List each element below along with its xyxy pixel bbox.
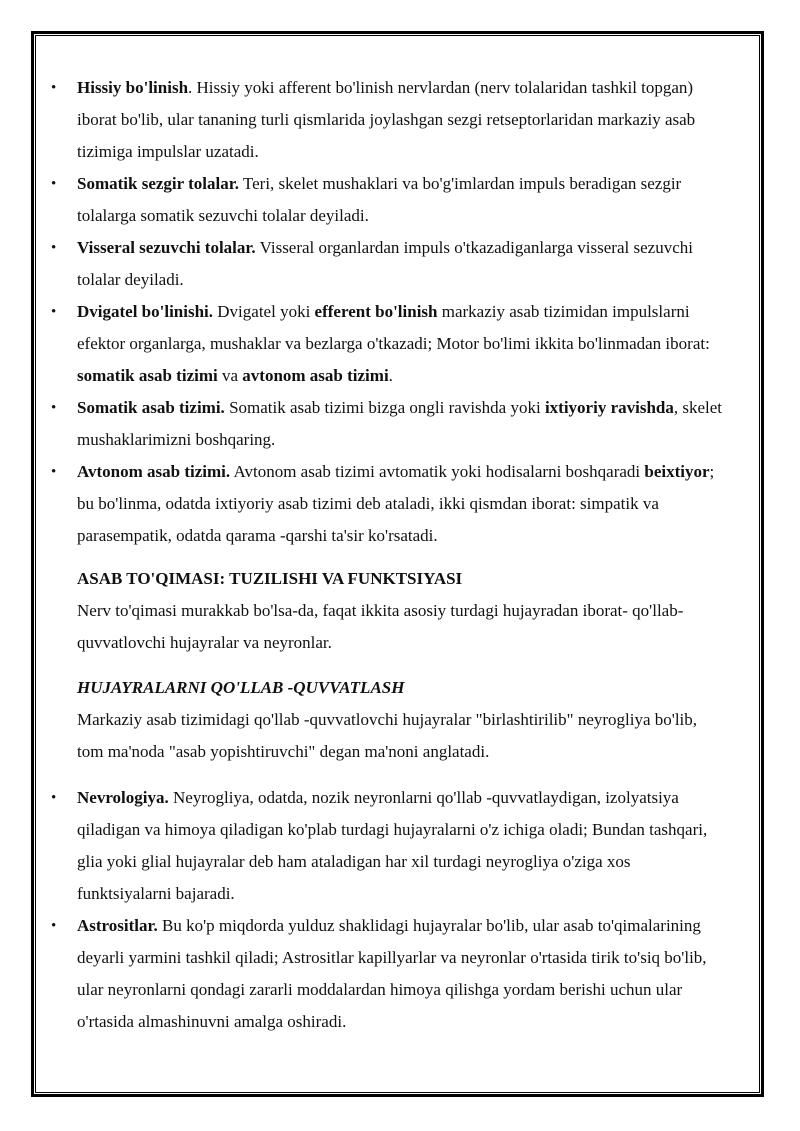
- bullet-list-divisions: [77, 72, 727, 552]
- paragraph: Nerv to'qimasi murakkab bo'lsa-da, faqat ikkita asosiy turdagi hujayradan iborat- qo'llab-quvvatlovchi hujayralar va neyronlar.: [77, 601, 684, 652]
- term: Nevrologiya.: [77, 788, 169, 807]
- term: Somatik sezgir tolalar.: [77, 174, 239, 193]
- list-item: • Visseral sezuvchi tolalar. Visseral organlardan impuls o'tkazadiganlarga visseral sezuvchi tolalar deyiladi.: [77, 232, 727, 296]
- list-item: • Somatik asab tizimi. Somatik asab tizimi bizga ongli ravishda yoki ixtiyoriy ravishda, skelet mushaklarimizni boshqaring.: [77, 392, 727, 456]
- bullet-list-glia: [77, 782, 727, 1038]
- paragraph: Markaziy asab tizimidagi qo'llab -quvvatlovchi hujayralar "birlashtirilib" neyrogliya bo'lib, tom ma'noda "asab yopishtiruvchi" degan ma'noni anglatadi.: [77, 710, 698, 761]
- list-item: • Avtonom asab tizimi. Avtonom asab tizimi avtomatik yoki hodisalarni boshqaradi beixtiyor; bu bo'linma, odatda ixtiyoriy asab tizimi deb ataladi, ikki qismdan iborat: simpatik va parasempatik, odatda qarama -qarshi ta'sir ko'rsatadi.: [77, 456, 727, 552]
- list-item: • Hissiy bo'linish. Hissiy yoki afferent bo'linish nervlardan (nerv tolalaridan tashkil topgan) iborat bo'lib, ular tananing turli qismlarida joylashgan sezgi retseptorlaridan markaziy asab tizimiga impulslar uzatadi.: [77, 72, 727, 168]
- term: Avtonom asab tizimi.: [77, 462, 231, 481]
- term: Astrositlar.: [77, 916, 158, 935]
- list-item: • Astrositlar. Bu ko'p miqdorda yulduz shaklidagi hujayralar bo'lib, ular asab to'qimalarining deyarli yarmini tashkil qiladi; Astrositlar kapillyarlar va neyronlar o'rtasida tirik to'siq bo'lib, ular neyronlarni qondagi zararli moddalardan himoya qilishga yordam berishi uchun ular o'rtasida almashinuvni amalga oshiradi.: [77, 910, 727, 1038]
- term: Hissiy bo'linish: [77, 78, 189, 97]
- term: Visseral sezuvchi tolalar.: [77, 238, 256, 257]
- list-item: • Somatik sezgir tolalar. Teri, skelet mushaklari va bo'g'imlardan impuls beradigan sezgir tolalarga somatik sezuvchi tolalar deyiladi.: [77, 168, 727, 232]
- term: Somatik asab tizimi.: [77, 398, 225, 417]
- section-heading: ASAB TO'QIMASI: TUZILISHI VA FUNKTSIYASI: [77, 569, 463, 588]
- document-body: [77, 72, 727, 1038]
- term: Dvigatel bo'linishi.: [77, 302, 214, 321]
- list-item: • Dvigatel bo'linishi. Dvigatel yoki efferent bo'linish markaziy asab tizimidan impulslarni efektor organlarga, mushaklar va bezlarga o'tkazadi; Motor bo'limi ikkita bo'linmadan iborat: somatik asab tizimi va avtonom asab tizimi.: [77, 296, 727, 392]
- list-item: • Nevrologiya. Neyrogliya, odatda, nozik neyronlarni qo'llab -quvvatlaydigan, izolyatsiya qiladigan va himoya qiladigan ko'plab turdagi hujayralarni o'z ichiga oladi; Bundan tashqari, glia yoki glial hujayralar deb ham ataladigan har xil turdagi neyrogliya o'ziga xos funktsiyalarni bajaradi.: [77, 782, 727, 910]
- subsection-heading: HUJAYRALARNI QO'LLAB -QUVVATLASH: [77, 678, 405, 697]
